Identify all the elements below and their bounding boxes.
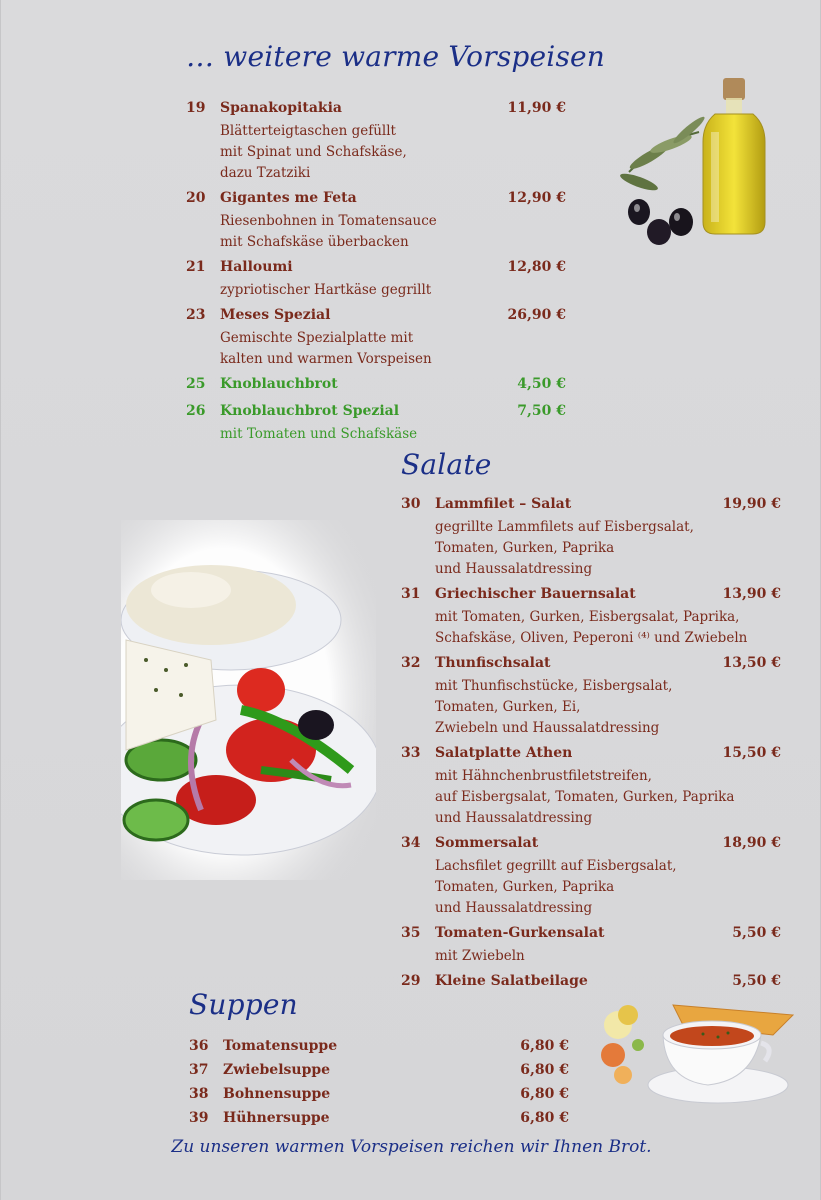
item-price: 26,90 € xyxy=(507,307,566,323)
item-number: 19 xyxy=(186,100,206,116)
item-description-line: Zwiebeln und Haussalatdressing xyxy=(435,720,660,736)
item-number: 25 xyxy=(186,376,206,392)
item-name: Sommersalat xyxy=(435,835,539,851)
item-number: 26 xyxy=(186,403,206,419)
item-price: 6,80 € xyxy=(520,1086,569,1102)
item-description-line: und Haussalatdressing xyxy=(435,900,593,916)
item-name: Spanakopitakia xyxy=(220,100,342,116)
item-number: 34 xyxy=(401,835,421,851)
item-price: 7,50 € xyxy=(517,403,566,419)
item-number: 38 xyxy=(189,1086,209,1102)
item-price: 18,90 € xyxy=(722,835,781,851)
section-title-soups: Suppen xyxy=(189,988,298,1021)
item-description-line: kalten und warmen Vorspeisen xyxy=(220,351,432,367)
item-name: Bohnensuppe xyxy=(223,1086,331,1102)
item-description xyxy=(220,121,407,184)
item-number: 23 xyxy=(186,307,206,323)
item-name: Meses Spezial xyxy=(220,307,331,323)
item-description-line: und Haussalatdressing xyxy=(435,810,593,826)
olive-oil-bottle-image xyxy=(619,72,771,250)
item-description-line: Lachsfilet gegrillt auf Eisbergsalat, xyxy=(435,858,677,874)
item-description-line: Gemischte Spezialplatte mit xyxy=(220,330,414,346)
item-description-line: mit Tomaten, Gurken, Eisbergsalat, Paprika, xyxy=(435,609,740,625)
item-number: 36 xyxy=(189,1038,209,1054)
item-number: 30 xyxy=(401,496,421,512)
item-name: Hühnersuppe xyxy=(223,1110,330,1126)
item-description-line: und Haussalatdressing xyxy=(435,561,593,577)
item-price: 4,50 € xyxy=(517,376,566,392)
item-price: 19,90 € xyxy=(722,496,781,512)
item-name: Tomaten-Gurkensalat xyxy=(435,925,605,941)
greek-salad-image xyxy=(121,520,376,880)
item-description xyxy=(435,946,525,967)
item-description xyxy=(435,517,694,580)
item-name: Knoblauchbrot Spezial xyxy=(220,403,400,419)
item-description-line: gegrillte Lammfilets auf Eisbergsalat, xyxy=(435,519,694,535)
item-name: Thunfischsalat xyxy=(435,655,551,671)
item-description-line: mit Schafskäse überbacken xyxy=(220,234,409,250)
item-description-line: zypriotischer Hartkäse gegrillt xyxy=(220,282,432,298)
item-number: 39 xyxy=(189,1110,209,1126)
item-description-line: Blätterteigtaschen gefüllt xyxy=(220,123,396,139)
footer-note: Zu unseren warmen Vorspeisen reichen wir Ihnen Brot. xyxy=(171,1137,652,1157)
item-description xyxy=(435,607,747,649)
item-price: 13,50 € xyxy=(722,655,781,671)
item-description-line: mit Thunfischstücke, Eisbergsalat, xyxy=(435,678,673,694)
item-number: 33 xyxy=(401,745,421,761)
item-name: Tomatensuppe xyxy=(223,1038,338,1054)
item-name: Griechischer Bauernsalat xyxy=(435,586,636,602)
item-price: 5,50 € xyxy=(732,925,781,941)
item-number: 32 xyxy=(401,655,421,671)
item-description-line: Tomaten, Gurken, Paprika xyxy=(435,879,615,895)
section-title-salads: Salate xyxy=(401,448,492,481)
item-description xyxy=(220,280,431,301)
item-description xyxy=(435,676,672,739)
item-name: Zwiebelsuppe xyxy=(223,1062,331,1078)
item-price: 12,90 € xyxy=(507,190,566,206)
item-name: Lammfilet – Salat xyxy=(435,496,572,512)
item-description-line: Schafskäse, Oliven, Peperoni ⁽⁴⁾ und Zwiebeln xyxy=(435,630,748,646)
item-name: Halloumi xyxy=(220,259,293,275)
item-price: 6,80 € xyxy=(520,1110,569,1126)
item-description xyxy=(220,328,432,370)
item-description-line: Tomaten, Gurken, Ei, xyxy=(435,699,581,715)
item-number: 37 xyxy=(189,1062,209,1078)
item-description xyxy=(220,211,437,253)
item-description xyxy=(435,766,734,829)
item-description-line: mit Zwiebeln xyxy=(435,948,525,964)
item-number: 29 xyxy=(401,973,421,989)
item-name: Kleine Salatbeilage xyxy=(435,973,588,989)
item-description-line: dazu Tzatziki xyxy=(220,165,311,181)
item-price: 12,80 € xyxy=(507,259,566,275)
item-price: 6,80 € xyxy=(520,1038,569,1054)
item-description-line: auf Eisbergsalat, Tomaten, Gurken, Paprika xyxy=(435,789,735,805)
item-number: 31 xyxy=(401,586,421,602)
item-number: 35 xyxy=(401,925,421,941)
item-price: 15,50 € xyxy=(722,745,781,761)
item-number: 21 xyxy=(186,259,206,275)
item-name: Salatplatte Athen xyxy=(435,745,573,761)
item-name: Knoblauchbrot xyxy=(220,376,338,392)
item-price: 11,90 € xyxy=(507,100,566,116)
item-description xyxy=(220,424,417,445)
item-price: 6,80 € xyxy=(520,1062,569,1078)
item-name: Gigantes me Feta xyxy=(220,190,357,206)
item-description-line: Tomaten, Gurken, Paprika xyxy=(435,540,615,556)
item-number: 20 xyxy=(186,190,206,206)
item-description xyxy=(435,856,677,919)
item-price: 5,50 € xyxy=(732,973,781,989)
section-title-warm-starters: … weitere warme Vorspeisen xyxy=(186,40,606,73)
item-description-line: Riesenbohnen in Tomatensauce xyxy=(220,213,437,229)
item-description-line: mit Tomaten und Schafskäse xyxy=(220,426,418,442)
soup-bowl-image xyxy=(593,985,803,1115)
item-description-line: mit Hähnchenbrustfiletstreifen, xyxy=(435,768,652,784)
item-price: 13,90 € xyxy=(722,586,781,602)
item-description-line: mit Spinat und Schafskäse, xyxy=(220,144,407,160)
